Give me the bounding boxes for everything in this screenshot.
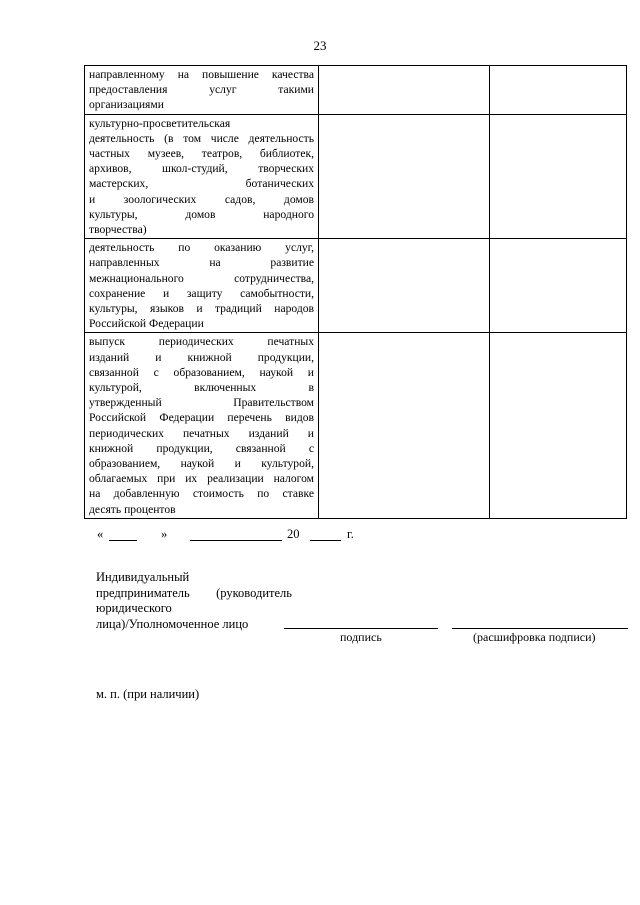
- page-number: 23: [313, 38, 327, 53]
- description-line: Российской Федерации перечень видов: [89, 411, 315, 425]
- description-line: межнационального сотрудничества,: [89, 271, 315, 285]
- value-cell[interactable]: [319, 114, 490, 239]
- note-cell[interactable]: [490, 66, 627, 115]
- description-line: изданий и книжной продукции,: [89, 350, 315, 364]
- date-close-quote: »: [161, 527, 168, 541]
- date-open-quote: «: [97, 527, 104, 541]
- description-line: и зоологических садов, домов: [89, 192, 315, 206]
- table-row: [85, 333, 627, 518]
- description-line: культуры, домов народного: [89, 207, 315, 221]
- description-line: на добавленную стоимость по ставке: [89, 487, 315, 501]
- activities-table: [84, 65, 627, 519]
- description-line: деятельность (в том числе деятельность: [89, 131, 315, 145]
- description-line: частных музеев, театров, библиотек,: [89, 147, 315, 161]
- stamp-note: м. п. (при наличии): [96, 687, 200, 701]
- description-line: культурно-просветительская: [89, 116, 231, 130]
- note-cell[interactable]: [490, 333, 627, 518]
- day-blank[interactable]: [109, 527, 137, 541]
- description-line: выпуск периодических печатных: [89, 335, 315, 349]
- signer-line: лица)/Уполномоченное лицо: [96, 616, 249, 631]
- description-line: книжной продукции, связанной с: [89, 441, 315, 455]
- year-blank[interactable]: [310, 527, 341, 541]
- value-cell[interactable]: [319, 66, 490, 115]
- decoding-line[interactable]: [452, 628, 628, 629]
- description-line: деятельность по оказанию услуг,: [89, 241, 315, 255]
- note-cell[interactable]: [490, 114, 627, 239]
- value-cell[interactable]: [319, 333, 490, 518]
- description-line: мастерских, ботанических: [89, 177, 315, 191]
- signature-line[interactable]: [284, 628, 438, 629]
- signer-line: Индивидуальный: [96, 570, 190, 584]
- signer-block: [96, 570, 292, 632]
- signer-line: предприниматель (руководитель: [96, 585, 292, 600]
- activity-description-cell: [85, 114, 319, 239]
- decoding-caption: (расшифровка подписи): [473, 630, 596, 644]
- description-line: творчества): [89, 223, 147, 237]
- month-blank[interactable]: [190, 527, 282, 541]
- description-line: предоставления услуг такими: [89, 83, 315, 97]
- activity-description-cell: [85, 66, 319, 115]
- description-line: связанной с образованием, наукой и: [89, 365, 315, 379]
- table-row: [85, 66, 627, 115]
- description-line: организациями: [89, 98, 164, 112]
- description-line: архивов, школ-студий, творческих: [89, 162, 315, 176]
- activity-description-cell: [85, 239, 319, 333]
- description-line: утвержденный Правительством: [89, 396, 315, 410]
- description-line: периодических печатных изданий и: [89, 426, 315, 440]
- description-line: культуры, языков и традиций народов: [89, 302, 315, 316]
- table-row: [85, 114, 627, 239]
- description-line: направленному на повышение качества: [89, 68, 315, 81]
- activity-description-cell: [85, 333, 319, 518]
- signer-line: юридического: [96, 601, 172, 615]
- description-line: образованием, наукой и культурой,: [89, 457, 315, 471]
- description-line: облагаемых при их реализации налогом: [89, 472, 315, 486]
- description-line: направленных на развитие: [89, 256, 315, 270]
- date-line: [95, 527, 475, 547]
- description-line: сохранение и защиту самобытности,: [89, 286, 315, 300]
- description-line: культурой, включенных в: [89, 381, 315, 395]
- signature-caption: подпись: [340, 630, 382, 644]
- table-row: [85, 239, 627, 333]
- note-cell[interactable]: [490, 239, 627, 333]
- value-cell[interactable]: [319, 239, 490, 333]
- year-prefix: 20: [287, 527, 300, 541]
- description-line: десять процентов: [89, 502, 176, 516]
- year-suffix: г.: [347, 527, 354, 541]
- description-line: Российской Федерации: [89, 317, 204, 331]
